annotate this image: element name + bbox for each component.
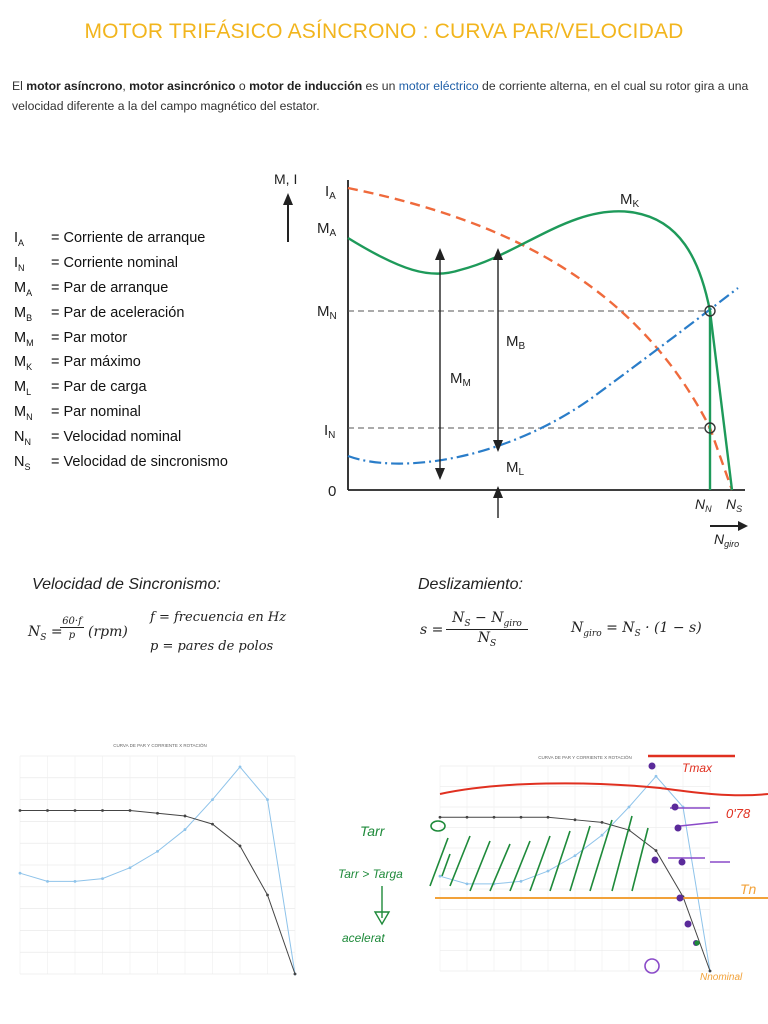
data-point bbox=[211, 798, 214, 801]
symbol-legend bbox=[14, 228, 228, 477]
slip-title: Deslizamiento: bbox=[418, 576, 523, 593]
torque-speed-diagram bbox=[270, 160, 760, 560]
legend-item: $N_S$ = Velocidad de sincronismo bbox=[14, 454, 228, 472]
term-induccion: motor de inducción bbox=[249, 79, 363, 93]
data-point bbox=[19, 809, 22, 812]
data-point bbox=[439, 816, 442, 819]
chart-left-title: CURVA DE PAR Y CORRIENTE X ROTACIÓN bbox=[113, 743, 207, 748]
legend-item: $M_M$ = Par motor bbox=[14, 329, 128, 348]
page-title: MOTOR TRIFÁSICO ASÍNCRONO : CURVA PAR/VELOCIDAD bbox=[84, 20, 684, 43]
p-definition: p = pares de polos bbox=[150, 639, 274, 654]
data-point bbox=[628, 806, 631, 809]
svg-text:MA: $M_A$ bbox=[317, 220, 337, 239]
note-condition: Tarr > Targa bbox=[338, 867, 403, 881]
data-point bbox=[211, 823, 214, 826]
ngiro-formula: $N_{giro} = N_S \cdot (1 - s)$ bbox=[571, 620, 702, 639]
data-point bbox=[574, 854, 577, 857]
legend-item: $M_A$ = Par de arranque bbox=[14, 279, 169, 298]
data-point bbox=[46, 880, 49, 883]
note-accelerate: acelerat bbox=[342, 931, 385, 945]
data-point bbox=[466, 816, 469, 819]
motor-torque-curve bbox=[348, 211, 732, 490]
data-point bbox=[655, 775, 658, 778]
chart-right-title: CURVA DE PAR Y CORRIENTE X ROTACIÓN bbox=[538, 755, 632, 760]
data-point bbox=[74, 809, 77, 812]
data-point bbox=[129, 866, 132, 869]
svg-text:MM: $M_M$ bbox=[450, 370, 471, 389]
note-nnominal: Nnominal bbox=[700, 972, 743, 983]
note-tmax: Tmax bbox=[682, 761, 712, 775]
svg-text:ML: $M_L$ bbox=[506, 459, 525, 478]
data-point bbox=[101, 809, 104, 812]
data-point bbox=[601, 834, 604, 837]
data-point bbox=[466, 882, 469, 885]
svg-text:MN: $M_N$ bbox=[317, 303, 337, 322]
term-asincrono: motor asíncrono bbox=[26, 79, 123, 93]
data-point bbox=[46, 809, 49, 812]
svg-text:MK: $M_K$ bbox=[620, 191, 640, 210]
intro-paragraph: El motor asíncrono, motor asincrónico o motor de inducción es un motor eléctrico de corriente alterna, en el cual su rotor gira a una velocidad diferente a la del campo magnético del estator. bbox=[12, 79, 749, 113]
data-point bbox=[129, 809, 132, 812]
legend-item: $I_A$ = Corriente de arranque bbox=[14, 230, 206, 248]
svg-text:IA: $I_A$ bbox=[325, 183, 336, 202]
note-value: 0'78 bbox=[726, 806, 751, 821]
legend-item: $N_N$ = Velocidad nominal bbox=[14, 429, 182, 448]
note-tn: Tn bbox=[740, 881, 757, 897]
svg-text:0: 0 bbox=[328, 483, 337, 500]
data-point bbox=[101, 877, 104, 880]
svg-text:NN: $N_N$ bbox=[695, 496, 712, 514]
svg-text:Ngiro: $N_{giro}$ bbox=[714, 531, 740, 549]
sync-speed-title: Velocidad de Sincronismo: bbox=[32, 576, 221, 593]
data-point bbox=[74, 880, 77, 883]
legend-item: $M_L$ = Par de carga bbox=[14, 379, 147, 398]
motor-electrico-link[interactable]: motor eléctrico bbox=[398, 79, 479, 93]
data-point bbox=[184, 815, 187, 818]
annotated-torque-chart bbox=[330, 736, 768, 988]
legend-item: $M_N$ = Par nominal bbox=[14, 404, 141, 423]
data-point bbox=[184, 828, 187, 831]
data-point bbox=[601, 821, 604, 824]
data-point bbox=[547, 870, 550, 873]
svg-text:IN: $I_N$ bbox=[324, 422, 336, 441]
term-asincronico: motor asincrónico bbox=[129, 79, 236, 93]
data-point bbox=[239, 845, 242, 848]
data-point bbox=[239, 766, 242, 769]
legend-item: $M_K$ = Par máximo bbox=[14, 354, 141, 373]
data-point bbox=[655, 849, 658, 852]
data-point bbox=[520, 816, 523, 819]
data-point bbox=[520, 880, 523, 883]
data-point bbox=[156, 850, 159, 853]
data-point bbox=[439, 875, 442, 878]
slip-formula: s = $N_S - N_{giro}$ $N_S$ bbox=[420, 610, 530, 650]
svg-text:MB: $M_B$ bbox=[506, 333, 526, 352]
data-point bbox=[19, 872, 22, 875]
data-point bbox=[266, 798, 269, 801]
data-point bbox=[156, 812, 159, 815]
legend-item: $M_B$ = Par de aceleración bbox=[14, 304, 185, 323]
data-point bbox=[266, 894, 269, 897]
torque-current-chart bbox=[0, 736, 320, 988]
data-point bbox=[493, 816, 496, 819]
y-axis-label: M, I bbox=[274, 171, 298, 187]
svg-text:NS: $N_S$ bbox=[726, 496, 743, 514]
f-definition: f = frecuencia en Hz bbox=[150, 610, 287, 625]
data-point bbox=[294, 973, 297, 976]
legend-item: $I_N$ = Corriente nominal bbox=[14, 254, 178, 273]
data-point bbox=[547, 816, 550, 819]
note-tarr: Tarr bbox=[360, 823, 385, 839]
data-point bbox=[574, 818, 577, 821]
